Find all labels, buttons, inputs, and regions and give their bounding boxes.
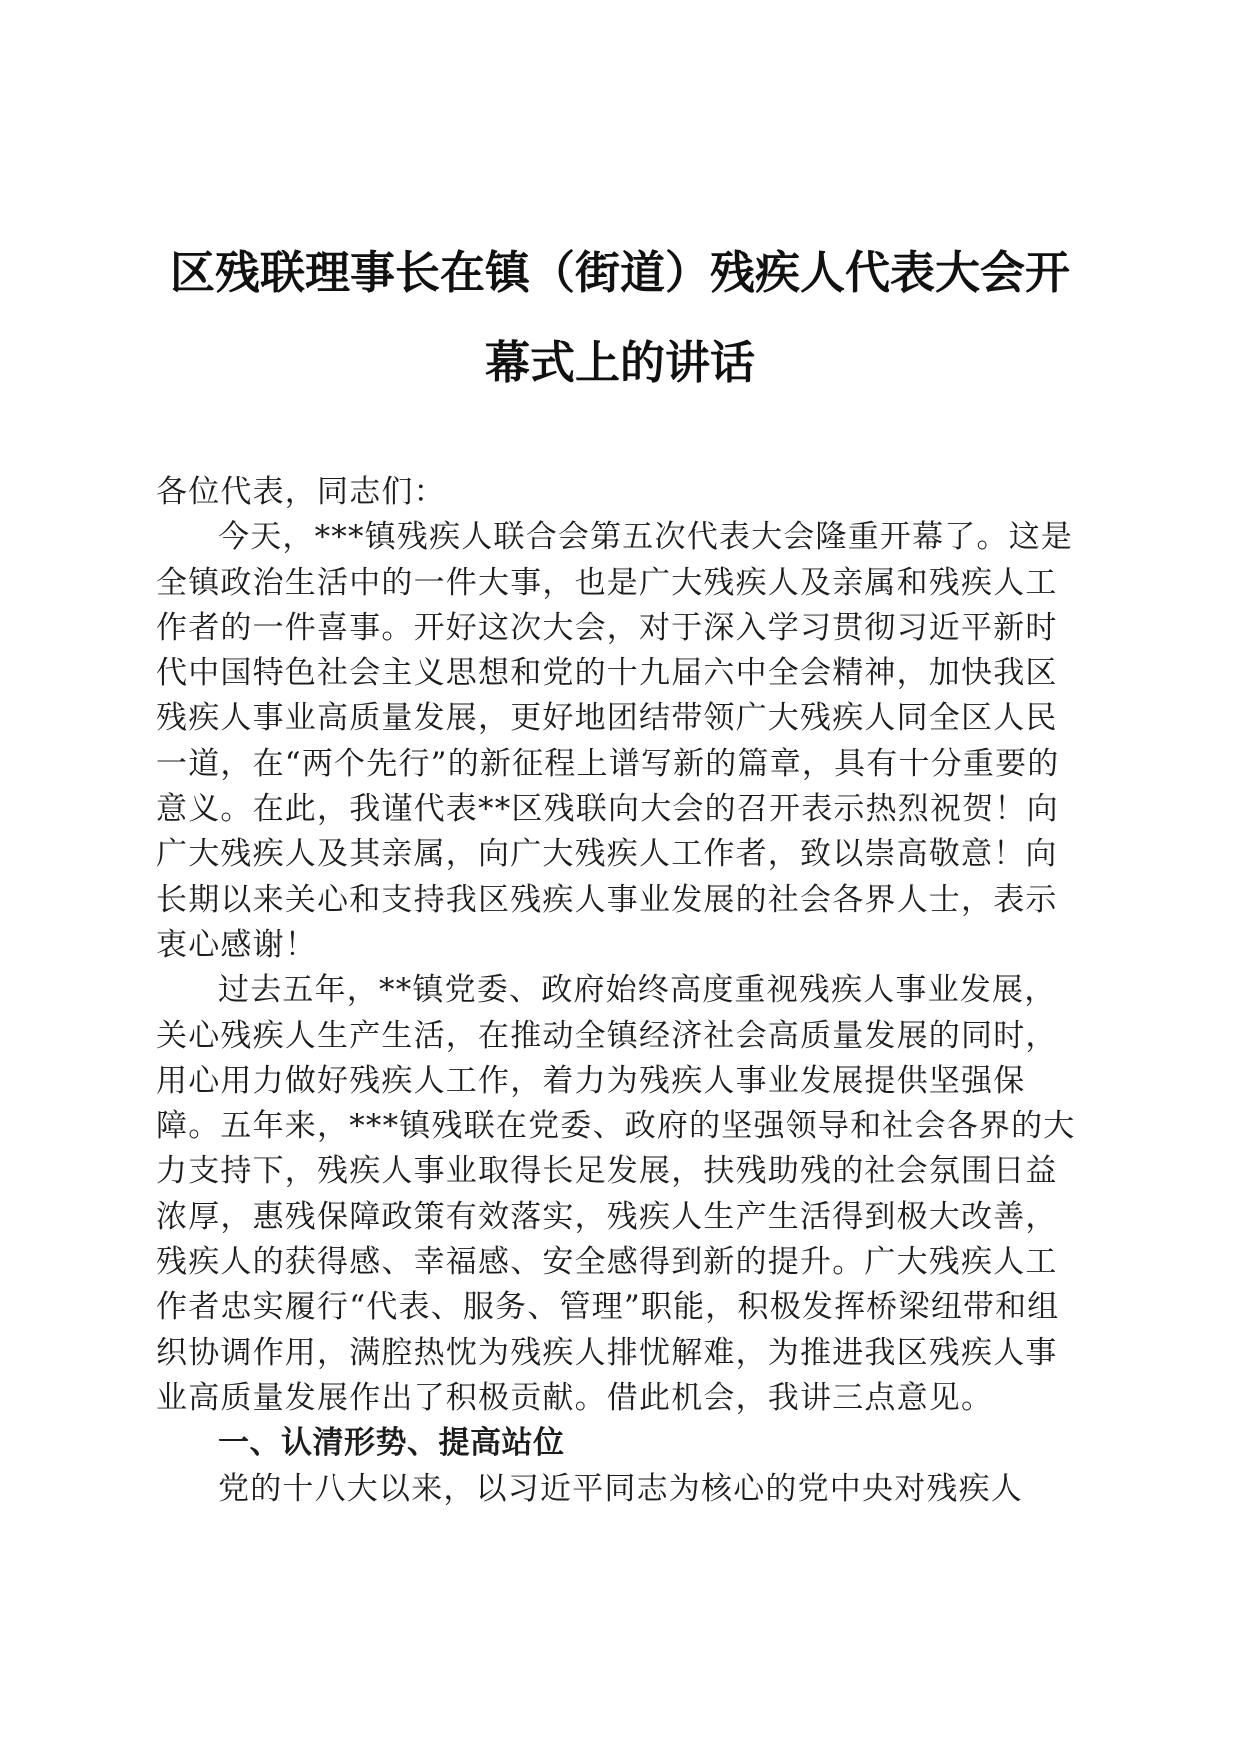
paragraph-section-one: 党的十八大以来，以习近平同志为核心的党中央对残疾人 (218, 1470, 1023, 1507)
salutation: 各位代表，同志们： (156, 474, 446, 510)
paragraph-review: 过去五年，**镇党委、政府始终高度重视残疾人事业发展，关心残疾人生产生活，在推动全镇经济社会高质量发展的同时，用心用力做好残疾人工作，着力为残疾人事业发展提供坚强保障。五年来，***镇残联在党委、政府的坚强领导和社会各界的大力支持下，残疾人事业取得长足发展，扶残助残的社会氛围日益浓厚，惠残保障政策有效落实，残疾人生产生活得到极大改善，残疾人的获得感、幸福感、安全感得到新的提升。广大残疾人工作者忠实履行“代表、服务、管理”职能，积极发挥桥梁纽带和组织协调作用，满腔热忱为残疾人排忧解难，为推进我区残疾人事业高质量发展作出了积极贡献。借此机会，我讲三点意见。 (156, 972, 1076, 1416)
paragraph-opening: 今天，***镇残疾人联合会第五次代表大会隆重开幕了。这是全镇政治生活中的一件大事，也是广大残疾人及亲属和残疾人工作者的一件喜事。开好这次大会，对于深入学习贯彻习近平新时代中国特色社会主义思想和党的十九届六中全会精神，加快我区残疾人事业高质量发展，更好地团结带领广大残疾人同全区人民一道，在“两个先行”的新征程上谱写新的篇章，具有十分重要的意义。在此，我谨代表**区残联向大会的召开表示热烈祝贺！向广大残疾人及其亲属，向广大残疾人工作者，致以崇高敬意！向长期以来关心和支持我区残疾人事业发展的社会各界人士，表示衷心感谢！ (156, 519, 1074, 963)
section-heading: 一、认清形势、提高站位 (218, 1425, 565, 1462)
document-title: 区残联理事长在镇（街道）残疾人代表大会开幕式上的讲话 (169, 246, 1070, 389)
document-body (156, 470, 1084, 1512)
